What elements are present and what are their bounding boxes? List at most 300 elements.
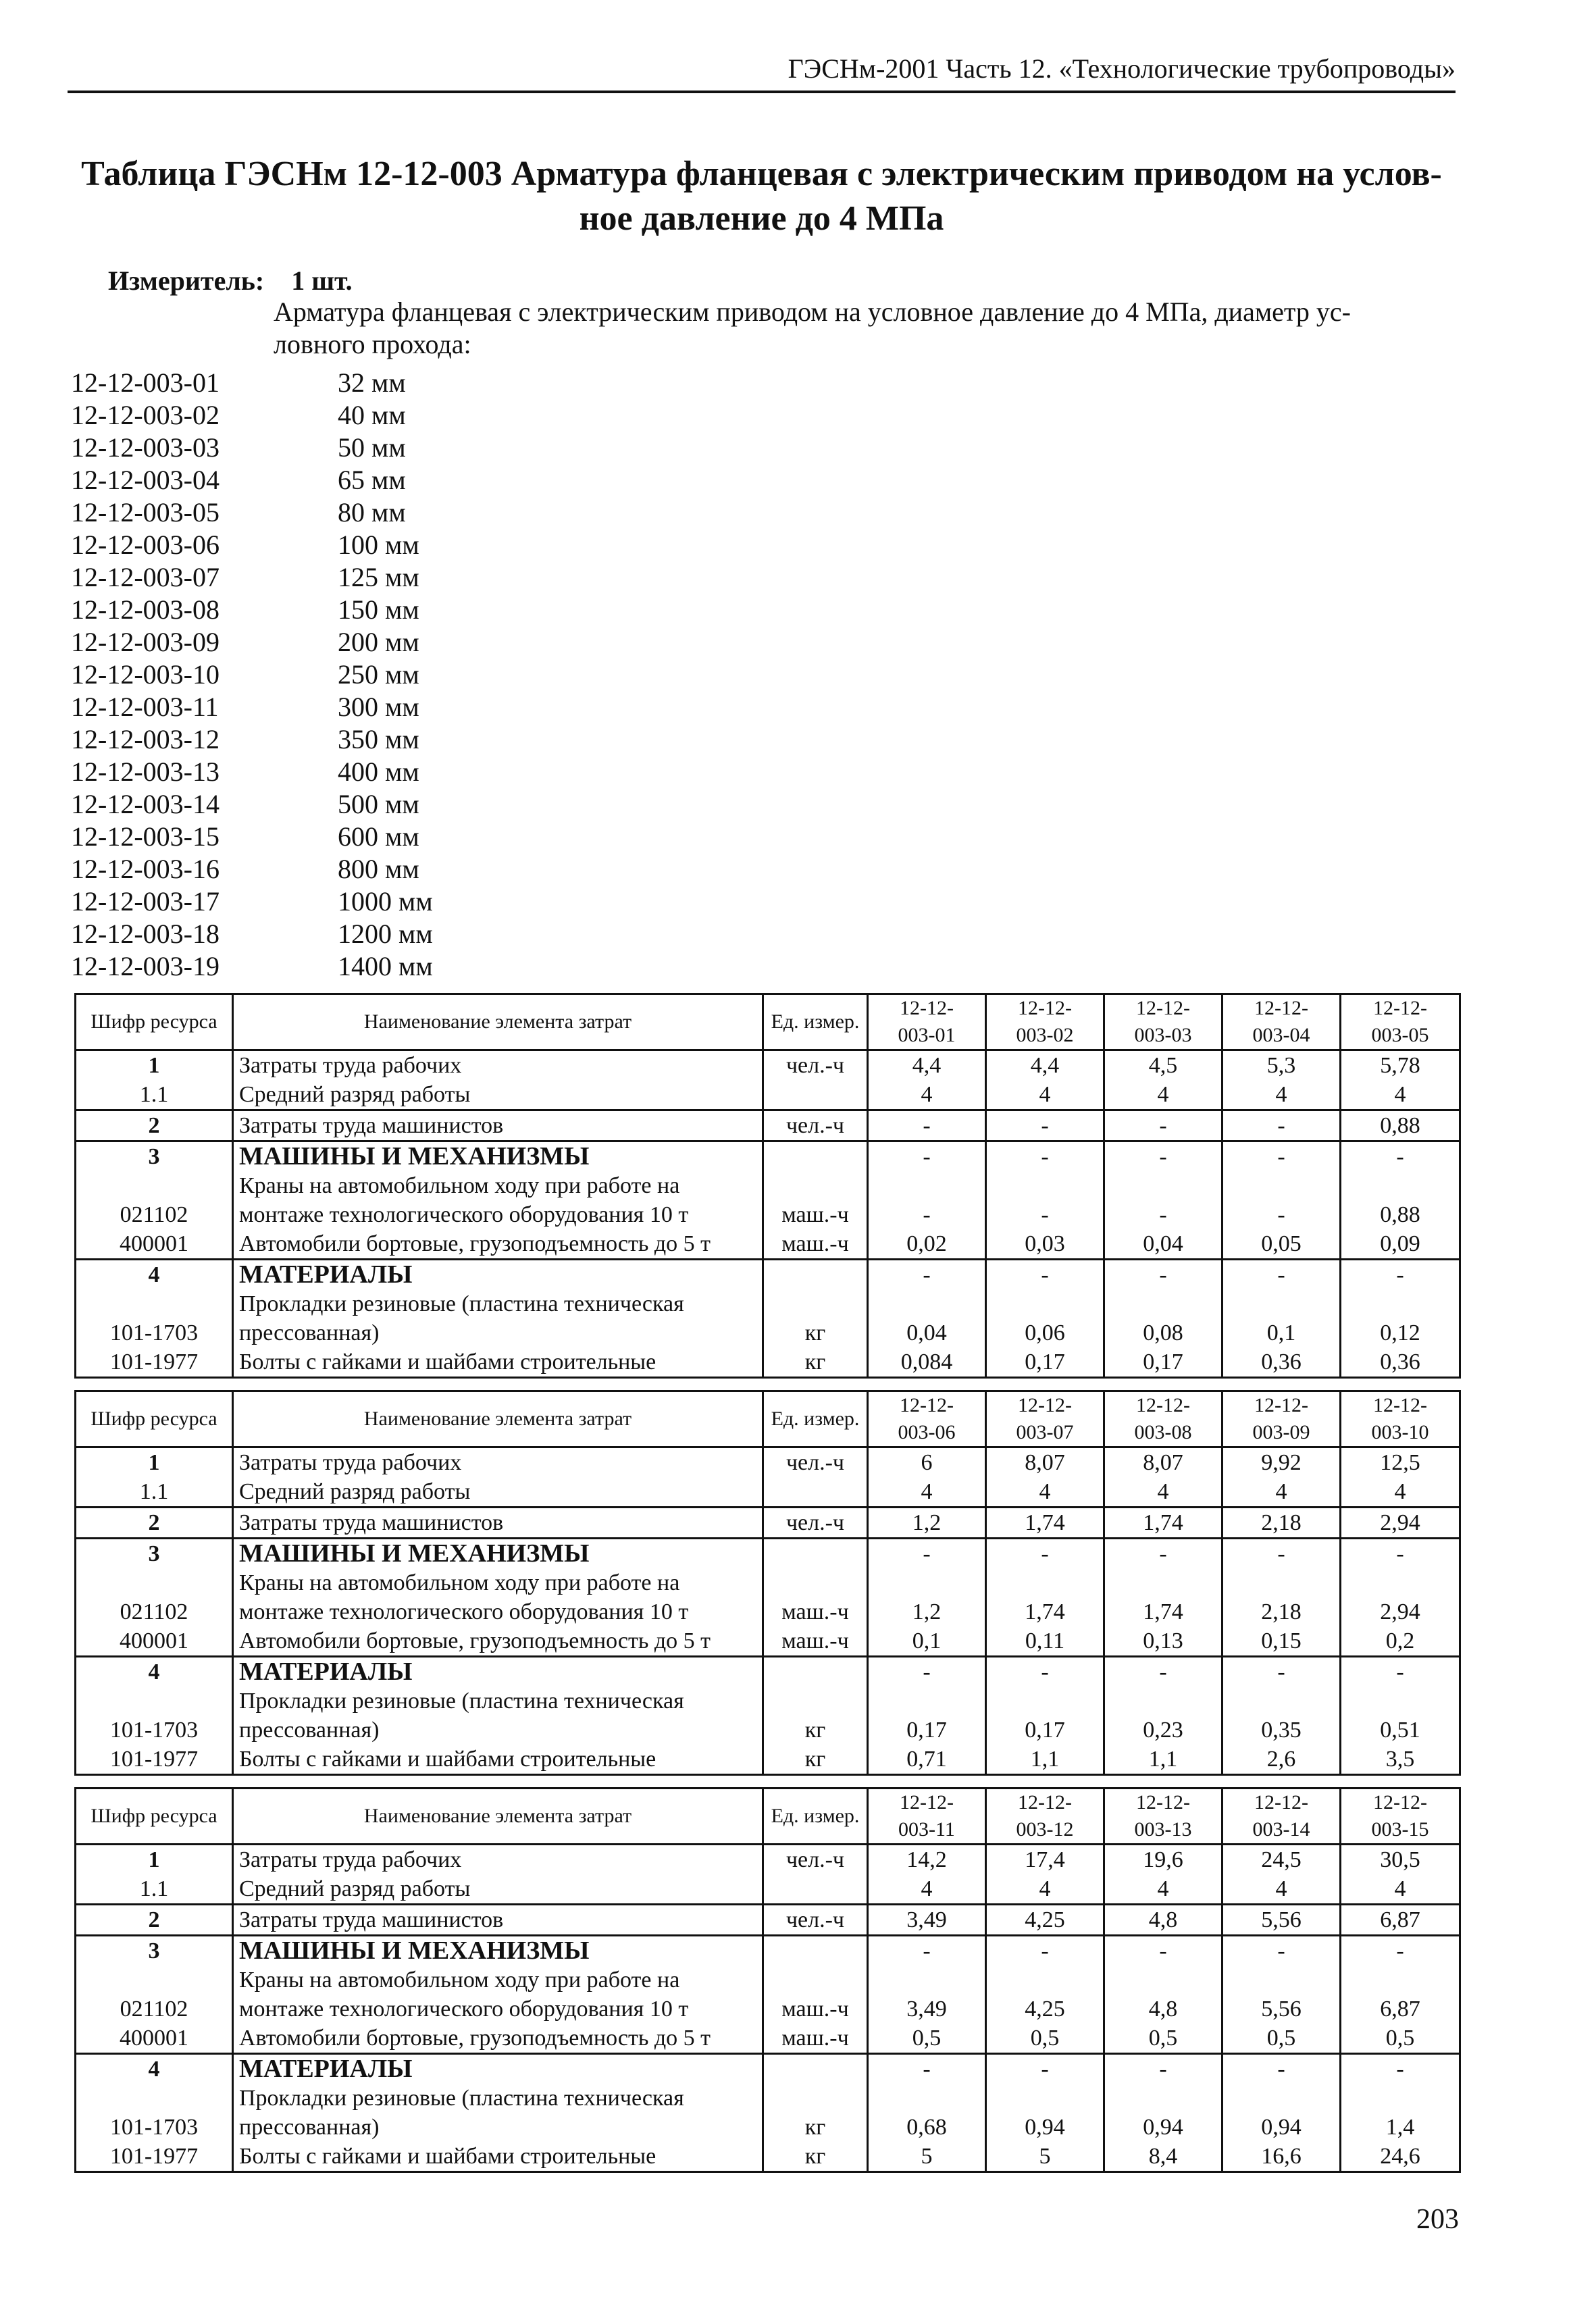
cost-element-cell <box>233 1141 763 1172</box>
norm-value: 1,4 <box>1385 2115 1415 2140</box>
norm-value: - <box>1159 1113 1167 1138</box>
resource-code-cell <box>76 1657 233 1687</box>
norm-value: 6,87 <box>1380 1907 1420 1932</box>
norm-value: 1,74 <box>1025 1510 1065 1535</box>
table-row <box>76 1477 1460 1508</box>
table-row <box>76 1965 1460 2024</box>
norm-value-cell <box>868 1447 986 1478</box>
norm-value: 4 <box>1039 1876 1051 1901</box>
norm-value-cell <box>1104 1845 1222 1875</box>
norm-value: 5,3 <box>1266 1053 1296 1078</box>
unit-cell <box>763 1260 868 1290</box>
norm-value-cell <box>1104 2142 1222 2172</box>
column-header-resource-code: Шифр ресурса <box>76 1789 233 1845</box>
norm-value-cell <box>1222 1447 1341 1478</box>
norm-value-cell <box>1104 1687 1222 1745</box>
norm-value-cell <box>986 1050 1104 1081</box>
norm-value: 3,5 <box>1385 1747 1415 1772</box>
norm-value: 4,25 <box>1025 1997 1065 2022</box>
resource-code-cell <box>76 1874 233 1905</box>
column-header-norm-code-line: 12-12- <box>1018 1791 1072 1814</box>
norm-value-spacer <box>1110 1171 1216 1200</box>
norm-value-cell <box>868 1080 986 1110</box>
cost-element-line: прессованная) <box>239 2115 380 2140</box>
norm-value: 0,15 <box>1261 1628 1302 1653</box>
norm-value: 0,04 <box>906 1320 947 1345</box>
resource-code-spacer <box>82 1965 226 1995</box>
norm-value: - <box>1041 1938 1049 1963</box>
norm-value-cell <box>868 1477 986 1508</box>
resource-code-cell <box>76 1289 233 1347</box>
cost-element-line: МАТЕРИАЛЫ <box>239 2055 413 2083</box>
norm-value: 0,1 <box>912 1628 942 1653</box>
norm-code-row <box>71 496 433 529</box>
column-header-norm-code <box>1341 1789 1460 1845</box>
nominal-diameter: 125 мм <box>338 562 419 592</box>
unit-value: кг <box>804 2115 826 2140</box>
norm-code-row <box>71 399 433 432</box>
norm-value: - <box>1396 1660 1404 1685</box>
column-header-norm-code <box>868 1789 986 1845</box>
unit-cell <box>763 1141 868 1172</box>
norm-code-row <box>71 853 433 885</box>
norm-value: - <box>1277 1202 1285 1227</box>
norm-value: - <box>923 1660 931 1685</box>
column-header-norm-code-line: 003-12 <box>1016 1818 1074 1841</box>
norm-value-cell <box>1222 2084 1341 2142</box>
norm-value-cell <box>1222 1874 1341 1905</box>
resource-code-cell <box>76 1141 233 1172</box>
cost-element-cell <box>233 1745 763 1775</box>
resource-code-cell <box>76 2142 233 2172</box>
norm-value: 0,5 <box>1148 2026 1178 2051</box>
norm-value-cell <box>986 1845 1104 1875</box>
norm-value-spacer <box>1110 1965 1216 1995</box>
norm-code-row <box>71 367 433 399</box>
resource-code: 3 <box>148 1938 160 1963</box>
norm-value-cell <box>1104 1171 1222 1229</box>
resource-code: 101-1703 <box>109 1718 199 1743</box>
cost-element-line: МАШИНЫ И МЕХАНИЗМЫ <box>239 1142 590 1171</box>
norm-value-cell <box>1104 1508 1222 1539</box>
cost-element-cell <box>233 1447 763 1478</box>
norm-value: 1,2 <box>912 1510 942 1535</box>
norm-value-cell <box>1341 1447 1460 1478</box>
norm-value: 2,94 <box>1380 1510 1420 1535</box>
norm-value: 8,4 <box>1148 2144 1178 2169</box>
norm-value-spacer <box>1347 1289 1453 1318</box>
unit-spacer <box>769 2084 861 2113</box>
resource-code-spacer <box>82 2084 226 2113</box>
norm-value-spacer <box>1110 1687 1216 1716</box>
unit-cell <box>763 1080 868 1110</box>
norm-code: 12-12-003-02 <box>71 400 220 430</box>
norm-value-cell <box>1341 1539 1460 1569</box>
resource-code: 1 <box>148 1847 160 1872</box>
nominal-diameter: 300 мм <box>338 692 419 722</box>
norm-value-cell <box>986 1289 1104 1347</box>
norm-value-cell <box>986 1568 1104 1626</box>
norm-value-cell <box>1341 1657 1460 1687</box>
norm-value-cell <box>1341 1080 1460 1110</box>
norm-value: 1,2 <box>912 1599 942 1624</box>
unit-value: чел.-ч <box>786 1907 845 1932</box>
unit-cell <box>763 1874 868 1905</box>
column-header-norm-code-line: 003-09 <box>1252 1421 1310 1443</box>
norm-value: 0,17 <box>1025 1349 1065 1374</box>
resource-code-cell <box>76 1347 233 1378</box>
norm-value: 19,6 <box>1143 1847 1183 1872</box>
norm-value-cell <box>1222 2024 1341 2054</box>
unit-value: чел.-ч <box>786 1113 845 1138</box>
resource-code-cell <box>76 1050 233 1081</box>
cost-element-line: Прокладки резиновые (пластина техническая <box>239 1291 684 1316</box>
norm-value-cell <box>868 1626 986 1657</box>
resource-code: 021102 <box>120 1202 188 1227</box>
cost-element-cell <box>233 1508 763 1539</box>
table-row <box>76 1626 1460 1657</box>
table-title-line-2: ное давление до 4 МПа <box>579 199 944 238</box>
norm-value-cell <box>1222 1508 1341 1539</box>
norm-value-cell <box>868 1229 986 1260</box>
norm-value: - <box>1041 1202 1049 1227</box>
norm-value-cell <box>986 1260 1104 1290</box>
resource-table-2 <box>74 1390 1461 1776</box>
resource-code: 2 <box>148 1510 160 1535</box>
norm-value-cell <box>868 1745 986 1775</box>
cost-element-cell <box>233 2084 763 2142</box>
column-header-norm-code-line: 12-12- <box>900 1394 954 1416</box>
norm-code: 12-12-003-11 <box>71 692 219 722</box>
cost-element-cell <box>233 1965 763 2024</box>
norm-value: 0,17 <box>906 1718 947 1743</box>
column-header-norm-code <box>1222 994 1341 1050</box>
norm-value-cell <box>868 1289 986 1347</box>
cost-element-line: монтаже технологического оборудования 10 т <box>239 1997 689 2022</box>
norm-value: 0,88 <box>1380 1202 1420 1227</box>
unit-spacer <box>769 1687 861 1716</box>
norm-value-cell <box>986 1229 1104 1260</box>
norm-value: 4 <box>1157 1082 1169 1107</box>
column-header-norm-code-line: 003-01 <box>898 1024 956 1046</box>
resource-code-cell <box>76 1508 233 1539</box>
norm-value: - <box>1396 1144 1404 1169</box>
norm-value-cell <box>986 2084 1104 2142</box>
norm-value-cell <box>1341 1110 1460 1141</box>
unit-spacer <box>769 1289 861 1318</box>
resource-code: 101-1703 <box>109 1320 199 1345</box>
norm-value-cell <box>1222 1539 1341 1569</box>
norm-value-cell <box>868 1508 986 1539</box>
cost-element-cell <box>233 1845 763 1875</box>
table-row <box>76 1845 1460 1875</box>
resource-table-3 <box>74 1787 1461 2173</box>
norm-value: - <box>1277 1660 1285 1685</box>
norm-value-cell <box>986 1539 1104 1569</box>
norm-code: 12-12-003-03 <box>71 432 220 463</box>
norm-value: 0,71 <box>906 1747 947 1772</box>
norm-description <box>274 296 1456 361</box>
column-header-cost-element: Наименование элемента затрат <box>233 994 763 1050</box>
norm-value: 0,09 <box>1380 1231 1420 1256</box>
norm-code: 12-12-003-04 <box>71 465 220 495</box>
resource-code: 1 <box>148 1450 160 1475</box>
norm-value-cell <box>868 1141 986 1172</box>
norm-value-cell <box>1104 1657 1222 1687</box>
norm-value-spacer <box>1229 1289 1334 1318</box>
column-header-norm-code-line: 12-12- <box>1136 1791 1190 1814</box>
resource-code-cell <box>76 1171 233 1229</box>
norm-value: 0,68 <box>906 2115 947 2140</box>
table-row <box>76 1657 1460 1687</box>
cost-element-cell <box>233 2024 763 2054</box>
norm-value: 0,13 <box>1143 1628 1183 1653</box>
nominal-diameter: 400 мм <box>338 756 419 787</box>
norm-value-cell <box>1104 1477 1222 1508</box>
norm-code: 12-12-003-09 <box>71 627 220 657</box>
norm-value-cell <box>1104 1289 1222 1347</box>
norm-value-spacer <box>874 1687 979 1716</box>
norm-value-spacer <box>874 1965 979 1995</box>
table-row <box>76 1745 1460 1775</box>
norm-value-spacer <box>1229 1687 1334 1716</box>
norm-value-cell <box>986 1508 1104 1539</box>
cost-element-cell <box>233 1905 763 1936</box>
cost-element-cell <box>233 1874 763 1905</box>
norm-value-cell <box>986 1936 1104 1966</box>
unit-cell <box>763 1447 868 1478</box>
norm-value: - <box>1277 2057 1285 2082</box>
table-row <box>76 1289 1460 1347</box>
cost-element-line: монтаже технологического оборудования 10 т <box>239 1202 689 1227</box>
norm-value-cell <box>986 1626 1104 1657</box>
norm-value-spacer <box>1229 1568 1334 1597</box>
norm-value-cell <box>868 1687 986 1745</box>
norm-value-cell <box>868 1905 986 1936</box>
norm-value-cell <box>868 1845 986 1875</box>
resource-code: 1 <box>148 1053 160 1078</box>
norm-code-row <box>71 594 433 626</box>
nominal-diameter: 250 мм <box>338 659 419 690</box>
column-header-norm-code <box>986 1391 1104 1447</box>
unit-spacer <box>769 1568 861 1597</box>
cost-element-cell <box>233 1229 763 1260</box>
norm-code-row <box>71 691 433 723</box>
running-header: ГЭСНм-2001 Часть 12. «Технологические трубопроводы» <box>68 47 1456 93</box>
table-row <box>76 1347 1460 1378</box>
resource-code-cell <box>76 1905 233 1936</box>
unit-cell <box>763 1965 868 2024</box>
norm-code: 12-12-003-19 <box>71 951 220 981</box>
norm-value: 0,084 <box>900 1349 953 1374</box>
norm-value: 0,5 <box>912 2026 942 2051</box>
resource-code-spacer <box>82 1687 226 1716</box>
cost-element-cell <box>233 1477 763 1508</box>
unit-spacer <box>769 1965 861 1995</box>
norm-value-cell <box>1104 1965 1222 2024</box>
resource-code: 400001 <box>120 1628 188 1653</box>
norm-value: 1,74 <box>1143 1510 1183 1535</box>
unit-value: маш.-ч <box>781 1628 849 1653</box>
norm-value-cell <box>1341 1477 1460 1508</box>
norm-value-cell <box>868 1657 986 1687</box>
norm-value-cell <box>1341 1289 1460 1347</box>
norm-value-cell <box>986 1657 1104 1687</box>
norm-value: 0,94 <box>1143 2115 1183 2140</box>
norm-value: 0,17 <box>1143 1349 1183 1374</box>
resource-code-cell <box>76 1965 233 2024</box>
column-header-norm-code <box>868 1391 986 1447</box>
cost-element-line: Прокладки резиновые (пластина техническая <box>239 1689 684 1714</box>
column-header-norm-code-line: 12-12- <box>1136 1394 1190 1416</box>
norm-value-cell <box>986 1110 1104 1141</box>
table-row <box>76 1568 1460 1626</box>
column-header-norm-code <box>1104 1391 1222 1447</box>
norm-value-spacer <box>992 2084 1098 2113</box>
norm-value: 1,74 <box>1143 1599 1183 1624</box>
norm-value-spacer <box>1229 2084 1334 2113</box>
norm-value-cell <box>1104 1110 1222 1141</box>
norm-value-cell <box>1222 1965 1341 2024</box>
norm-value-cell <box>1341 1687 1460 1745</box>
norm-value-cell <box>1341 1141 1460 1172</box>
norm-code-row <box>71 885 433 918</box>
resource-code: 1.1 <box>139 1082 169 1107</box>
norm-code: 12-12-003-17 <box>71 886 220 917</box>
norm-value: 2,18 <box>1261 1599 1302 1624</box>
norm-value: 4 <box>921 1082 933 1107</box>
norm-value-cell <box>1222 1845 1341 1875</box>
norm-value-spacer <box>874 2084 979 2113</box>
norm-code: 12-12-003-06 <box>71 530 220 560</box>
norm-value-cell <box>1341 1874 1460 1905</box>
norm-value-cell <box>1341 2084 1460 2142</box>
resource-code-cell <box>76 1080 233 1110</box>
nominal-diameter: 800 мм <box>338 854 419 884</box>
norm-value-cell <box>1222 1745 1341 1775</box>
norm-value: 4 <box>1275 1876 1287 1901</box>
table-row <box>76 2084 1460 2142</box>
norm-value-cell <box>1341 1845 1460 1875</box>
norm-value-cell <box>1341 1965 1460 2024</box>
norm-value-cell <box>868 2054 986 2084</box>
resource-code: 021102 <box>120 1997 188 2022</box>
norm-value: 4 <box>1394 1082 1406 1107</box>
unit-cell <box>763 1050 868 1081</box>
column-header-norm-code-line: 003-10 <box>1371 1421 1429 1443</box>
resource-code-cell <box>76 1477 233 1508</box>
norm-code: 12-12-003-16 <box>71 854 220 884</box>
column-header-norm-code-line: 12-12- <box>900 1791 954 1814</box>
norm-value-cell <box>868 1171 986 1229</box>
unit-value: маш.-ч <box>781 1231 849 1256</box>
norm-value: 0,17 <box>1025 1718 1065 1743</box>
nominal-diameter: 50 мм <box>338 432 406 463</box>
norm-value-cell <box>1104 1260 1222 1290</box>
norm-value-cell <box>868 1347 986 1378</box>
resource-code-cell <box>76 1447 233 1478</box>
unit-value: чел.-ч <box>786 1510 845 1535</box>
norm-value: 0,23 <box>1143 1718 1183 1743</box>
norm-value-cell <box>1104 1447 1222 1478</box>
resource-code-cell <box>76 2084 233 2142</box>
norm-value: 4 <box>1039 1479 1051 1504</box>
norm-value-spacer <box>992 1568 1098 1597</box>
resource-code-cell <box>76 2054 233 2084</box>
column-header-norm-code-line: 12-12- <box>1254 997 1308 1019</box>
norm-value: 0,5 <box>1385 2026 1415 2051</box>
norm-value: - <box>1041 2057 1049 2082</box>
measurement-unit-label: Измеритель: <box>108 265 265 296</box>
norm-value-spacer <box>992 1289 1098 1318</box>
column-header-norm-code <box>986 1789 1104 1845</box>
norm-value: 5,78 <box>1380 1053 1420 1078</box>
resource-code-cell <box>76 1539 233 1569</box>
column-header-norm-code-line: 003-03 <box>1134 1024 1192 1046</box>
norm-code-row <box>71 723 433 756</box>
norm-value: 4 <box>1275 1082 1287 1107</box>
column-header-norm-code <box>986 994 1104 1050</box>
cost-element-cell <box>233 1568 763 1626</box>
table-title-line-1: Таблица ГЭСНм 12-12-003 Арматура фланцевая с электрическим приводом на услов- <box>81 155 1442 193</box>
unit-cell <box>763 2024 868 2054</box>
norm-value: 4 <box>1157 1479 1169 1504</box>
norm-value: - <box>1041 1262 1049 1287</box>
norm-value: 2,18 <box>1261 1510 1302 1535</box>
nominal-diameter: 65 мм <box>338 465 406 495</box>
norm-value: 0,88 <box>1380 1113 1420 1138</box>
column-header-resource-code: Шифр ресурса <box>76 994 233 1050</box>
norm-value-cell <box>1341 1171 1460 1229</box>
nominal-diameter: 80 мм <box>338 497 406 528</box>
norm-value-cell <box>1341 2024 1460 2054</box>
norm-value: 5,56 <box>1261 1997 1302 2022</box>
column-header-norm-code-line: 12-12- <box>1254 1791 1308 1814</box>
norm-value: 17,4 <box>1025 1847 1065 1872</box>
norm-code: 12-12-003-08 <box>71 594 220 625</box>
table-row <box>76 2054 1460 2084</box>
norm-value-cell <box>1341 1568 1460 1626</box>
norm-value-cell <box>1222 1110 1341 1141</box>
norm-value: - <box>923 1938 931 1963</box>
unit-cell <box>763 1171 868 1229</box>
norm-code: 12-12-003-01 <box>71 367 220 398</box>
resource-code-spacer <box>82 1171 226 1200</box>
norm-value-cell <box>1341 1050 1460 1081</box>
nominal-diameter: 40 мм <box>338 400 406 430</box>
unit-cell <box>763 1745 868 1775</box>
norm-value: 1,1 <box>1030 1747 1060 1772</box>
norm-value-cell <box>1104 1229 1222 1260</box>
table-row <box>76 1110 1460 1141</box>
cost-element-line: Затраты труда рабочих <box>239 1450 462 1475</box>
cost-element-line: Болты с гайками и шайбами строительные <box>239 1747 657 1772</box>
cost-element-line: Краны на автомобильном ходу при работе на <box>239 1968 680 1992</box>
norm-value-cell <box>1222 1347 1341 1378</box>
table-row <box>76 1141 1460 1172</box>
norm-value: - <box>923 1262 931 1287</box>
norm-value-cell <box>986 1080 1104 1110</box>
resource-code-spacer <box>82 1568 226 1597</box>
table-row <box>76 1229 1460 1260</box>
norm-value-cell <box>986 1477 1104 1508</box>
column-header-norm-code <box>1341 994 1460 1050</box>
unit-value: кг <box>804 2144 826 2169</box>
cost-element-line: Болты с гайками и шайбами строительные <box>239 2144 657 2169</box>
norm-value: 0,12 <box>1380 1320 1420 1345</box>
norm-value-spacer <box>992 1965 1098 1995</box>
column-header-norm-code-line: 003-02 <box>1016 1024 1074 1046</box>
